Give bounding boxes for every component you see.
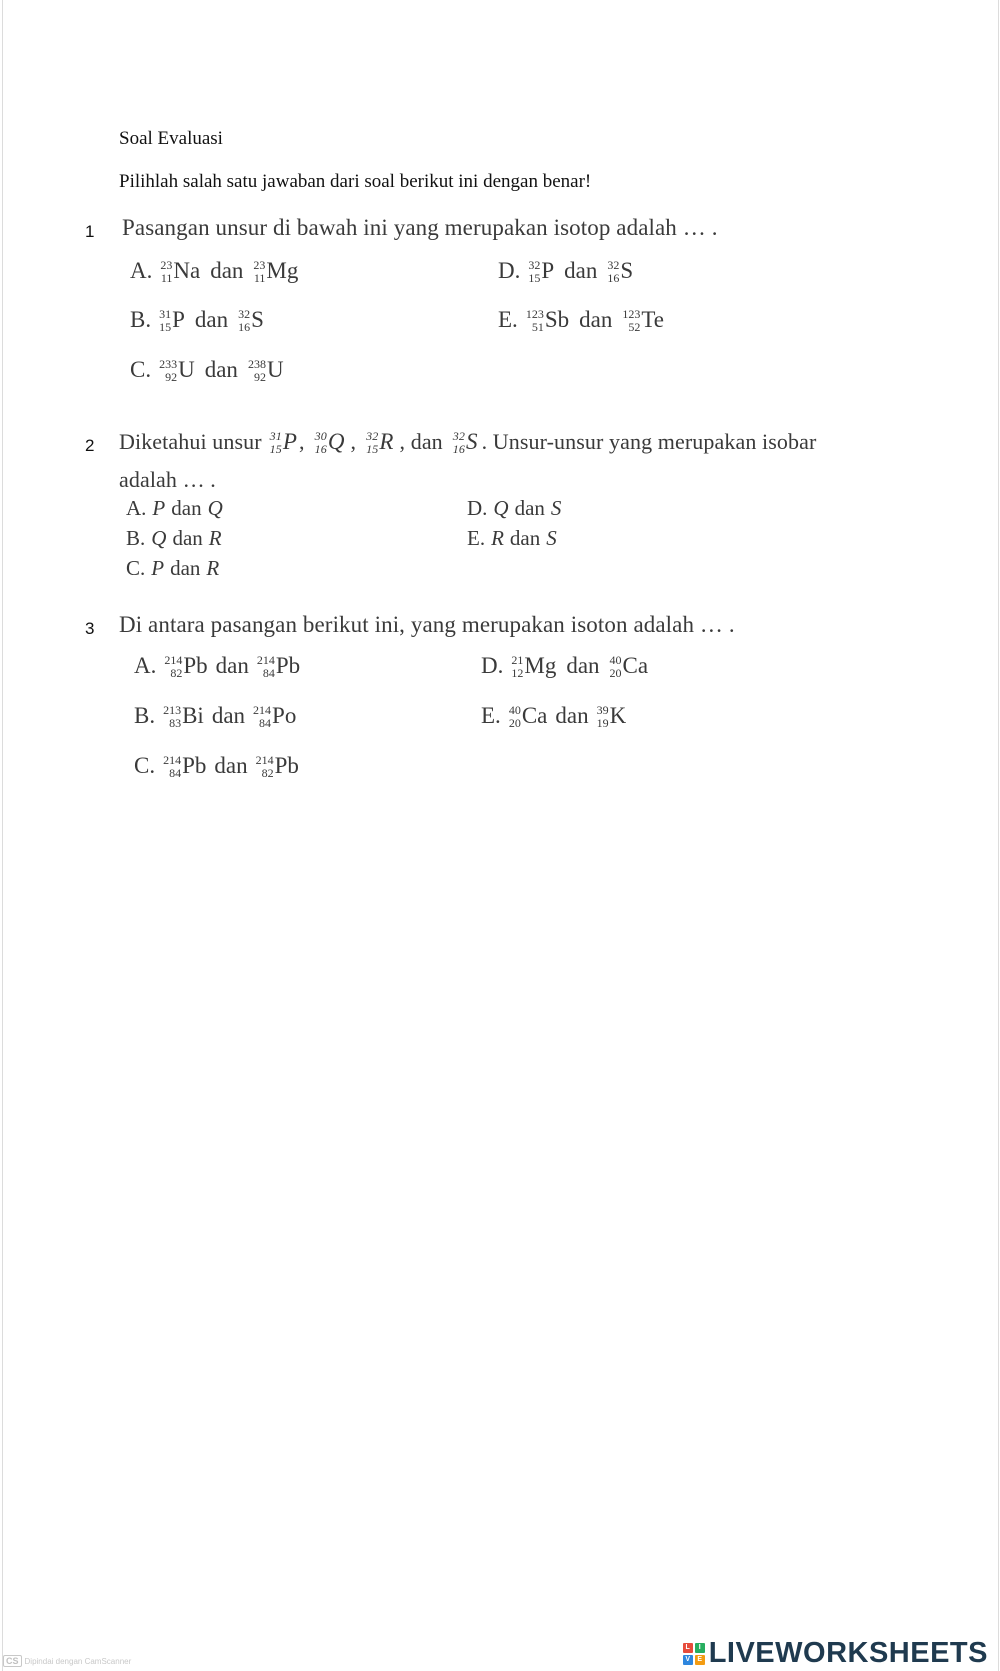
answer-option[interactable] bbox=[130, 307, 264, 333]
option-letter: C. bbox=[130, 357, 152, 382]
atomic-number: 15 bbox=[159, 320, 172, 334]
nuclide bbox=[315, 429, 345, 455]
option-letter: C. bbox=[126, 556, 146, 580]
nuclide bbox=[597, 703, 627, 729]
nuclide bbox=[453, 429, 478, 455]
scanner-text: Dipindai dengan CamScanner bbox=[24, 1656, 132, 1666]
nuclide bbox=[257, 653, 300, 679]
element-letter: S bbox=[550, 496, 562, 520]
liveworksheets-logo[interactable] bbox=[683, 1637, 988, 1670]
mass-number: 31 bbox=[269, 429, 282, 443]
atomic-number: 84 bbox=[262, 666, 275, 680]
liveworksheets-icon bbox=[683, 1643, 705, 1665]
nuclide bbox=[159, 307, 185, 333]
element-symbol: U bbox=[178, 357, 195, 382]
question-number: 3 bbox=[85, 619, 95, 638]
answer-option[interactable] bbox=[498, 307, 664, 333]
nuclide bbox=[160, 258, 200, 284]
mass-number: 123 bbox=[622, 307, 641, 321]
mass-number: 30 bbox=[314, 429, 327, 443]
element-symbol: S bbox=[620, 258, 634, 283]
mass-number: 213 bbox=[163, 703, 182, 717]
atomic-number: 92 bbox=[253, 370, 266, 384]
logo-tile: V bbox=[683, 1655, 693, 1665]
option-letter: B. bbox=[130, 307, 152, 332]
camscanner-icon: CS bbox=[3, 1655, 22, 1667]
page-title: Soal Evaluasi bbox=[119, 128, 223, 149]
mass-number: 32 bbox=[528, 258, 541, 272]
answer-option[interactable] bbox=[481, 703, 626, 729]
atomic-number: 92 bbox=[165, 370, 178, 384]
logo-tile: I bbox=[695, 1643, 705, 1653]
element-letter: R bbox=[491, 526, 504, 550]
atomic-number: 16 bbox=[238, 320, 251, 334]
atomic-number: 16 bbox=[607, 271, 620, 285]
conjunction: dan bbox=[514, 496, 545, 520]
question-number: 2 bbox=[85, 436, 95, 455]
element-symbol: Pb bbox=[274, 753, 299, 778]
mass-number: 214 bbox=[255, 753, 274, 767]
conjunction: dan bbox=[215, 653, 249, 678]
nuclide bbox=[270, 429, 297, 455]
option-letter: A. bbox=[126, 496, 147, 520]
answer-option[interactable] bbox=[126, 556, 219, 581]
element-letter: P bbox=[152, 496, 166, 520]
answer-option[interactable] bbox=[134, 753, 299, 779]
logo-tile: L bbox=[683, 1643, 693, 1653]
atomic-number: 52 bbox=[628, 320, 641, 334]
question-text: Pasangan unsur di bawah ini yang merupakan isotop adalah … . bbox=[122, 215, 718, 240]
nuclide bbox=[238, 307, 264, 333]
option-letter: C. bbox=[134, 753, 156, 778]
atomic-number: 84 bbox=[169, 766, 182, 780]
element-symbol: Pb bbox=[183, 653, 208, 678]
element-symbol: R bbox=[379, 429, 394, 454]
nuclide bbox=[511, 653, 556, 679]
nuclide bbox=[159, 357, 195, 383]
atomic-number: 16 bbox=[452, 442, 465, 456]
question-text-line2: adalah … . bbox=[119, 467, 216, 492]
question-text bbox=[119, 429, 816, 455]
answer-option[interactable] bbox=[498, 258, 633, 284]
option-letter: E. bbox=[467, 526, 486, 550]
element-symbol: Pb bbox=[182, 753, 207, 778]
element-letter: R bbox=[208, 526, 222, 550]
conjunction: dan bbox=[564, 258, 598, 283]
atomic-number: 20 bbox=[609, 666, 622, 680]
conjunction: dan bbox=[210, 258, 244, 283]
atomic-number: 84 bbox=[259, 716, 272, 730]
element-symbol: Po bbox=[272, 703, 297, 728]
question-text: Di antara pasangan berikut ini, yang merupakan isoton adalah … . bbox=[119, 612, 735, 637]
mass-number: 214 bbox=[256, 653, 275, 667]
nuclide bbox=[526, 307, 569, 333]
atomic-number: 12 bbox=[511, 666, 524, 680]
nuclide bbox=[253, 258, 298, 284]
answer-option[interactable] bbox=[130, 357, 284, 383]
conjunction: dan bbox=[555, 703, 589, 728]
nuclide bbox=[528, 258, 554, 284]
atomic-number: 11 bbox=[160, 271, 173, 285]
answer-option[interactable] bbox=[467, 526, 557, 551]
separator: . Unsur-unsur yang merupakan isobar bbox=[481, 429, 817, 454]
scanner-watermark bbox=[3, 1655, 131, 1667]
separator: , bbox=[299, 429, 305, 454]
element-symbol: P bbox=[541, 258, 555, 283]
mass-number: 233 bbox=[159, 357, 178, 371]
separator: , bbox=[350, 429, 357, 454]
mass-number: 123 bbox=[525, 307, 544, 321]
mass-number: 214 bbox=[253, 703, 272, 717]
element-symbol: Mg bbox=[266, 258, 299, 283]
option-letter: B. bbox=[134, 703, 156, 728]
element-symbol: Ca bbox=[521, 703, 548, 728]
element-symbol: S bbox=[251, 307, 264, 332]
element-symbol: S bbox=[465, 429, 478, 454]
atomic-number: 19 bbox=[596, 716, 609, 730]
nuclide bbox=[163, 753, 206, 779]
mass-number: 214 bbox=[164, 653, 183, 667]
option-letter: D. bbox=[498, 258, 521, 283]
page-left-edge bbox=[2, 0, 3, 1671]
mass-number: 32 bbox=[366, 429, 379, 443]
element-symbol: Ca bbox=[622, 653, 649, 678]
nuclide bbox=[607, 258, 633, 284]
conjunction: dan bbox=[172, 526, 203, 550]
mass-number: 31 bbox=[159, 307, 172, 321]
answer-option[interactable] bbox=[134, 653, 300, 679]
answer-option[interactable] bbox=[134, 703, 296, 729]
element-letter: S bbox=[546, 526, 557, 550]
conjunction: dan bbox=[509, 526, 541, 550]
instruction-text: Pilihlah salah satu jawaban dari soal berikut ini dengan benar! bbox=[119, 171, 592, 192]
option-letter: D. bbox=[467, 496, 488, 520]
option-letter: D. bbox=[481, 653, 504, 678]
option-letter: A. bbox=[130, 258, 153, 283]
nuclide bbox=[256, 753, 299, 779]
element-letter: Q bbox=[493, 496, 509, 520]
mass-number: 40 bbox=[508, 703, 521, 717]
page-right-edge bbox=[998, 0, 999, 1671]
element-symbol: U bbox=[266, 357, 284, 382]
element-letter: Q bbox=[207, 496, 223, 520]
conjunction: dan bbox=[214, 753, 248, 778]
nuclide bbox=[610, 653, 649, 679]
atomic-number: 11 bbox=[253, 271, 266, 285]
atomic-number: 82 bbox=[170, 666, 183, 680]
element-symbol: Sb bbox=[544, 307, 570, 332]
nuclide bbox=[163, 703, 204, 729]
element-symbol: P bbox=[282, 429, 298, 454]
element-symbol: P bbox=[172, 307, 185, 332]
brand-name: LIVEWORKSHEETS bbox=[708, 1637, 988, 1669]
mass-number: 39 bbox=[596, 703, 609, 717]
element-letter: Q bbox=[151, 526, 167, 550]
option-letter: A. bbox=[134, 653, 157, 678]
atomic-number: 16 bbox=[314, 442, 327, 456]
element-letter: R bbox=[206, 556, 220, 580]
conjunction: dan bbox=[566, 653, 600, 678]
atomic-number: 15 bbox=[528, 271, 541, 285]
option-letter: B. bbox=[126, 526, 146, 550]
atomic-number: 15 bbox=[269, 442, 282, 456]
answer-option[interactable] bbox=[130, 258, 298, 284]
question-intro: Diketahui unsur bbox=[119, 429, 262, 454]
separator: , dan bbox=[399, 429, 443, 454]
mass-number: 40 bbox=[609, 653, 622, 667]
element-symbol: Bi bbox=[182, 703, 204, 728]
atomic-number: 51 bbox=[531, 320, 544, 334]
element-symbol: Mg bbox=[524, 653, 557, 678]
nuclide bbox=[622, 307, 664, 333]
conjunction: dan bbox=[170, 556, 201, 580]
answer-option[interactable] bbox=[481, 653, 648, 679]
atomic-number: 82 bbox=[261, 766, 274, 780]
element-symbol: K bbox=[609, 703, 627, 728]
element-symbol: Te bbox=[641, 307, 664, 332]
element-symbol: Q bbox=[327, 429, 345, 454]
logo-tile: E bbox=[695, 1655, 705, 1665]
answer-option[interactable] bbox=[126, 526, 222, 551]
mass-number: 32 bbox=[238, 307, 251, 321]
mass-number: 32 bbox=[452, 429, 465, 443]
atomic-number: 15 bbox=[366, 442, 379, 456]
mass-number: 21 bbox=[511, 653, 524, 667]
answer-option[interactable] bbox=[126, 496, 223, 521]
mass-number: 32 bbox=[607, 258, 620, 272]
nuclide bbox=[248, 357, 284, 383]
conjunction: dan bbox=[579, 307, 613, 332]
nuclide bbox=[253, 703, 296, 729]
option-letter: E. bbox=[481, 703, 501, 728]
conjunction: dan bbox=[171, 496, 202, 520]
conjunction: dan bbox=[211, 703, 246, 728]
element-symbol: Pb bbox=[275, 653, 301, 678]
atomic-number: 83 bbox=[169, 716, 182, 730]
nuclide bbox=[366, 429, 393, 455]
element-letter: P bbox=[151, 556, 165, 580]
mass-number: 214 bbox=[163, 753, 182, 767]
mass-number: 23 bbox=[160, 258, 173, 272]
option-letter: E. bbox=[498, 307, 518, 332]
element-symbol: Na bbox=[173, 258, 201, 283]
conjunction: dan bbox=[194, 307, 229, 332]
nuclide bbox=[509, 703, 548, 729]
question-number: 1 bbox=[85, 222, 95, 241]
conjunction: dan bbox=[204, 357, 238, 382]
mass-number: 23 bbox=[253, 258, 266, 272]
nuclide bbox=[164, 653, 207, 679]
answer-option[interactable] bbox=[467, 496, 561, 521]
mass-number: 238 bbox=[247, 357, 266, 371]
atomic-number: 20 bbox=[508, 716, 521, 730]
